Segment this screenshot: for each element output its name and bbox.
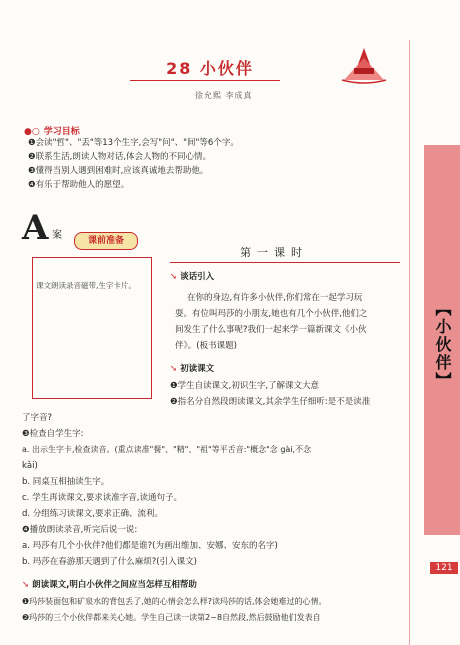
paragraph-line: ❶玛莎装面包和矿泉水的背包丢了,她的心情会怎么样?读玛莎的话,体会她难过的心情。 bbox=[22, 597, 327, 606]
goal-item: ❹有乐于帮助他人的愿望。 bbox=[28, 180, 130, 190]
section2-body bbox=[170, 378, 410, 410]
paragraph-line: d. 分组练习读课文,要求正确、流利。 bbox=[22, 509, 164, 519]
prep-badge: 课前准备 bbox=[74, 232, 138, 250]
paragraph-line: ❷玛莎的三个小伙伴都来关心她。学生自己读一读第2~8自然段,然后鼓励他们发表自 bbox=[22, 613, 321, 622]
section-title-text: 朗读课文,明白小伙伴之间应当怎样互相帮助 bbox=[32, 580, 197, 590]
arrow-icon: ➘ bbox=[170, 364, 178, 374]
paragraph-line: ❶学生自读课文,初识生字,了解课文大意 bbox=[170, 381, 320, 391]
title-underline bbox=[130, 80, 280, 81]
paragraph-line: 间发生了什么事呢?我们一起来学一篇新课文《小伙 bbox=[175, 325, 367, 335]
lesson-heading: 第一课时 bbox=[240, 246, 308, 259]
section-title bbox=[170, 362, 214, 374]
authors: 徐允熙 李成真 bbox=[195, 91, 253, 100]
section-title bbox=[22, 578, 197, 590]
paragraph-line: 伴》。(板书课题) bbox=[175, 341, 237, 351]
page-number: 121 bbox=[430, 562, 458, 574]
goals-list bbox=[28, 136, 418, 192]
paragraph-line: 耍。有位叫玛莎的小朋友,她也有几个小伙伴,他们之 bbox=[175, 309, 368, 319]
paragraph-line: a. 出示生字卡,检查读音。(重点读准"餐"、"精"、"祖"等平舌音:"概念"念 gài,不念 bbox=[22, 445, 312, 454]
paragraph-line: ❹播放朗读录音,听完后说一说: bbox=[22, 525, 138, 535]
chapter-tab-label: 【小伙伴】 bbox=[433, 300, 452, 390]
paragraph-line: b. 同桌互相抽读生字。 bbox=[22, 477, 110, 487]
section1-body bbox=[175, 290, 405, 354]
goal-item: ❷联系生活,朗读人物对话,体会人物的不同心情。 bbox=[28, 152, 212, 162]
arrow-icon: ➘ bbox=[22, 580, 30, 590]
goals-heading-text: 学习目标 bbox=[43, 127, 80, 137]
page-title: 28 小伙伴 bbox=[166, 59, 254, 78]
paragraph-line: a. 玛莎有几个小伙伴?他们都是谁?(为画出维加、安娜、安东的名字) bbox=[22, 541, 278, 551]
section-title bbox=[170, 270, 214, 282]
note-text: 课文朗读录音磁带,生字卡片。 bbox=[36, 281, 136, 290]
paragraph-line: b. 玛莎在春游那天遇到了什么麻烦?(引入课文) bbox=[22, 557, 197, 567]
goal-item: ❶会读"哲"、"丢"等13个生字,会写"问"、"间"等6个字。 bbox=[28, 138, 239, 148]
section3-body bbox=[22, 594, 412, 626]
goal-item: ❸懂得当别人遇到困难时,应该真诚地去帮助他。 bbox=[28, 166, 209, 176]
section-title-text: 谈话引入 bbox=[180, 272, 215, 282]
paragraph-line: 在你的身边,有许多小伙伴,你们常在一起学习玩 bbox=[187, 293, 363, 303]
full-width-body bbox=[22, 410, 412, 570]
section-title-text: 初读课文 bbox=[180, 364, 215, 374]
note-box bbox=[32, 257, 152, 399]
paragraph-line: 了字音? bbox=[22, 413, 53, 423]
lesson-heading-rule bbox=[170, 262, 400, 263]
paragraph-line: c. 学生再读课文,要求读准字音,读通句子。 bbox=[22, 493, 182, 503]
plan-letter: A bbox=[22, 208, 49, 248]
bullet-icon: ●○ bbox=[24, 127, 40, 137]
paragraph-line: ❸检查自学生字: bbox=[22, 429, 84, 439]
paragraph-line: ❷指名分自然段朗读课文,其余学生仔细听:是不是读准 bbox=[170, 397, 371, 407]
arrow-icon: ➘ bbox=[170, 272, 178, 282]
plan-suffix: 案 bbox=[52, 230, 62, 241]
paragraph-line: kǎi) bbox=[22, 461, 38, 471]
